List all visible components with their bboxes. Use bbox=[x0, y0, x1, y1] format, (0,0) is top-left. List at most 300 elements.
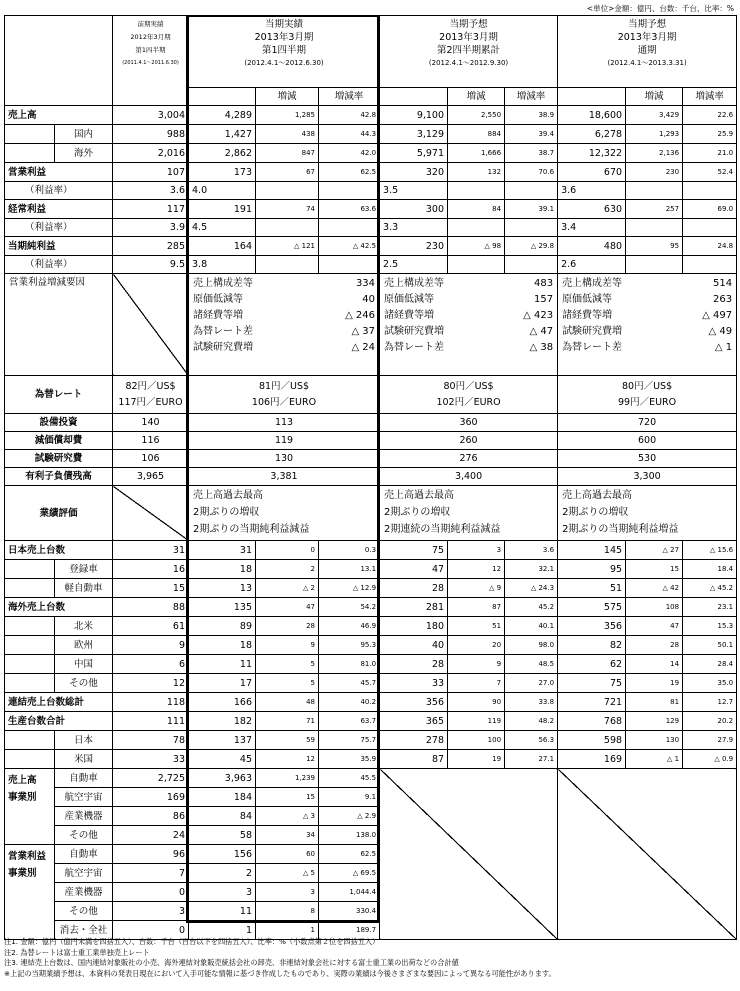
cell-value: 9,100 bbox=[380, 106, 448, 125]
cell-value: 438 bbox=[256, 125, 319, 144]
fx-usd: 80円／US$ bbox=[622, 380, 673, 392]
cell-value bbox=[683, 256, 737, 274]
cell-value: 19 bbox=[448, 750, 505, 769]
table-row bbox=[5, 486, 737, 541]
fx-euro: 117円／EURO bbox=[118, 396, 183, 408]
footnotes bbox=[4, 937, 738, 979]
factor-value: 263 bbox=[713, 294, 733, 305]
segment-name: 航空宇宙 bbox=[55, 788, 113, 807]
factor-value: △ 246 bbox=[345, 310, 376, 321]
cell-value bbox=[505, 219, 558, 237]
cell-value: 34 bbox=[256, 826, 319, 845]
header-full-line-1: 当期予想 bbox=[628, 19, 667, 30]
cell-value: 71 bbox=[256, 712, 319, 731]
cell-value: 156 bbox=[189, 845, 256, 864]
factor-name: 売上構成差等 bbox=[562, 278, 623, 289]
fx-usd: 81円／US$ bbox=[258, 380, 310, 392]
table-row bbox=[5, 750, 737, 769]
cell-value: 2,016 bbox=[113, 144, 189, 163]
cell-value: 24.8 bbox=[683, 237, 737, 256]
cell-value: 356 bbox=[558, 617, 626, 636]
cell-value: 87 bbox=[448, 598, 505, 617]
cell-value: 81 bbox=[626, 693, 683, 712]
table-row bbox=[5, 219, 737, 237]
segment-name: 産業機器 bbox=[55, 807, 113, 826]
cell-value: 5 bbox=[256, 655, 319, 674]
cell-value: 28 bbox=[380, 655, 448, 674]
row-sublabel: 軽自動車 bbox=[55, 579, 113, 598]
misc-prev: 140 bbox=[113, 414, 189, 432]
cell-value: 17 bbox=[189, 674, 256, 693]
cell-value: 46.9 bbox=[319, 617, 380, 636]
factor-name: 諸経費等増 bbox=[193, 310, 243, 321]
cell-value: 61 bbox=[113, 617, 189, 636]
cell-value: 45.7 bbox=[319, 674, 380, 693]
row-label: 当期純利益 bbox=[5, 237, 113, 256]
seg_sales-label-2: 事業別 bbox=[8, 792, 37, 803]
seg_op-label-2: 事業別 bbox=[8, 868, 37, 879]
cell-value: △ 45.2 bbox=[683, 579, 737, 598]
cell-value: 96 bbox=[113, 845, 189, 864]
cell-value: 48.2 bbox=[505, 712, 558, 731]
cell-value: 28 bbox=[626, 636, 683, 655]
cell-value: △ 69.5 bbox=[319, 864, 380, 883]
cell-value: 598 bbox=[558, 731, 626, 750]
eval-full bbox=[558, 486, 737, 541]
seg_sales-label-1: 売上高 bbox=[8, 775, 37, 786]
header-actual bbox=[189, 16, 380, 88]
cell-value: △ 3 bbox=[256, 807, 319, 826]
cell-value: 45.5 bbox=[319, 769, 380, 788]
factor-value: 514 bbox=[713, 278, 733, 289]
row-indent bbox=[5, 144, 55, 163]
table-row bbox=[5, 769, 737, 788]
cell-value: 7 bbox=[448, 674, 505, 693]
cell-value: 52.4 bbox=[683, 163, 737, 182]
header-prev-line-1: 前期実績 bbox=[137, 20, 164, 28]
row-label: （利益率） bbox=[5, 219, 113, 237]
header-full-line-4: (2012.4.1～2013.3.31) bbox=[607, 59, 687, 67]
cell-value bbox=[256, 256, 319, 274]
cell-value: △ 2 bbox=[256, 579, 319, 598]
row-indent bbox=[5, 731, 55, 750]
cell-value: 135 bbox=[189, 598, 256, 617]
cell-value: 86 bbox=[113, 807, 189, 826]
misc-prev: 106 bbox=[113, 450, 189, 468]
factor-name: 試験研究費増 bbox=[193, 342, 253, 353]
header-actual-line-4: (2012.4.1～2012.6.30) bbox=[244, 59, 324, 67]
eval-line: 売上高過去最高 bbox=[384, 490, 455, 501]
cell-value: 28 bbox=[380, 579, 448, 598]
factor-name: 為替レート差 bbox=[193, 326, 253, 337]
table-row bbox=[5, 125, 737, 144]
cell-value: 67 bbox=[256, 163, 319, 182]
factors-label: 営業利益増減要因 bbox=[5, 274, 113, 376]
header-full-rate: 増減率 bbox=[683, 88, 737, 106]
cell-value: 59 bbox=[256, 731, 319, 750]
corner-cell bbox=[5, 16, 113, 106]
cell-value: 40.2 bbox=[319, 693, 380, 712]
misc-h1: 360 bbox=[380, 414, 558, 432]
factors-h1 bbox=[380, 274, 558, 376]
cell-value: 6,278 bbox=[558, 125, 626, 144]
cell-value: 12 bbox=[113, 674, 189, 693]
table-row bbox=[5, 712, 737, 731]
segment-h1-empty bbox=[380, 769, 558, 940]
cell-value: 33 bbox=[380, 674, 448, 693]
cell-value: 74 bbox=[256, 200, 319, 219]
row-sublabel: その他 bbox=[55, 674, 113, 693]
cell-value: 84 bbox=[448, 200, 505, 219]
cell-value: 130 bbox=[626, 731, 683, 750]
factor-name: 原価低減等 bbox=[193, 294, 243, 305]
misc-label: 有利子負債残高 bbox=[5, 468, 113, 486]
header-h1-line-4: (2012.4.1～2012.9.30) bbox=[428, 59, 509, 67]
cell-value: 1,044.4 bbox=[319, 883, 380, 902]
row-indent bbox=[5, 674, 55, 693]
misc-h1: 3,400 bbox=[380, 468, 558, 486]
factor-name: 試験研究費増 bbox=[384, 326, 445, 337]
eval-line: 2期ぶりの当期純利益減益 bbox=[193, 524, 310, 535]
header-full-change: 増減 bbox=[626, 88, 683, 106]
cell-value: 3.6 bbox=[505, 541, 558, 560]
factor-value: △ 24 bbox=[351, 342, 376, 353]
cell-value: △ 12.9 bbox=[319, 579, 380, 598]
cell-value: 31 bbox=[113, 541, 189, 560]
header-actual-rate: 増減率 bbox=[319, 88, 380, 106]
cell-value: 3.8 bbox=[189, 256, 256, 274]
cell-value: 145 bbox=[558, 541, 626, 560]
factor-value: △ 497 bbox=[702, 310, 733, 321]
header-prev bbox=[113, 16, 189, 106]
misc-label: 設備投資 bbox=[5, 414, 113, 432]
misc-label: 試験研究費 bbox=[5, 450, 113, 468]
row-label: （利益率） bbox=[5, 256, 113, 274]
cell-value: 75 bbox=[558, 674, 626, 693]
header-actual-value bbox=[189, 88, 256, 106]
eval-line: 2期連続の当期純利益減益 bbox=[384, 524, 501, 535]
cell-value: 22.6 bbox=[683, 106, 737, 125]
cell-value: 480 bbox=[558, 237, 626, 256]
cell-value: 3 bbox=[189, 883, 256, 902]
cell-value: 111 bbox=[113, 712, 189, 731]
cell-value: 38.7 bbox=[505, 144, 558, 163]
cell-value: 2.6 bbox=[558, 256, 626, 274]
eval-line: 売上高過去最高 bbox=[193, 490, 263, 501]
header-prev-line-3: 第1四半期 bbox=[135, 46, 166, 54]
eval-h1 bbox=[380, 486, 558, 541]
cell-value: 281 bbox=[380, 598, 448, 617]
cell-value: 184 bbox=[189, 788, 256, 807]
cell-value: 87 bbox=[380, 750, 448, 769]
cell-value: 69.0 bbox=[683, 200, 737, 219]
eval-line: 2期ぶりの増収 bbox=[384, 507, 451, 518]
cell-value: 166 bbox=[189, 693, 256, 712]
note-2: 注2. 為替レートは富士重工業単独売上レート bbox=[4, 947, 150, 957]
table-row bbox=[5, 144, 737, 163]
cell-value: 768 bbox=[558, 712, 626, 731]
cell-value: 884 bbox=[448, 125, 505, 144]
row-indent bbox=[5, 560, 55, 579]
header-actual-change: 増減 bbox=[256, 88, 319, 106]
cell-value: 1,239 bbox=[256, 769, 319, 788]
cell-value: 51 bbox=[558, 579, 626, 598]
cell-value bbox=[448, 182, 505, 200]
factor-value: 40 bbox=[362, 294, 376, 305]
factor-name: 諸経費等増 bbox=[384, 310, 435, 321]
header-h1-change: 増減 bbox=[448, 88, 505, 106]
cell-value: 32.1 bbox=[505, 560, 558, 579]
cell-value: △ 0.9 bbox=[683, 750, 737, 769]
cell-value: 27.0 bbox=[505, 674, 558, 693]
header-h1-rate: 増減率 bbox=[505, 88, 558, 106]
cell-value: 12,322 bbox=[558, 144, 626, 163]
seg_op-label bbox=[5, 845, 55, 940]
cell-value: 5 bbox=[256, 674, 319, 693]
cell-value: 132 bbox=[448, 163, 505, 182]
cell-value: 164 bbox=[189, 237, 256, 256]
cell-value: 89 bbox=[189, 617, 256, 636]
cell-value: 56.3 bbox=[505, 731, 558, 750]
cell-value: 21.0 bbox=[683, 144, 737, 163]
cell-value: 75.7 bbox=[319, 731, 380, 750]
factors-prev-empty bbox=[113, 274, 189, 376]
cell-value: 3.6 bbox=[113, 182, 189, 200]
cell-value: 20.2 bbox=[683, 712, 737, 731]
cell-value: 33 bbox=[113, 750, 189, 769]
eval-line: 2期ぶりの増収 bbox=[562, 507, 629, 518]
row-label: 生産台数合計 bbox=[5, 712, 113, 731]
cell-value: 108 bbox=[626, 598, 683, 617]
cell-value: 39.4 bbox=[505, 125, 558, 144]
cell-value: 98.0 bbox=[505, 636, 558, 655]
cell-value: △ 5 bbox=[256, 864, 319, 883]
header-full-line-2: 2013年3月期 bbox=[617, 32, 677, 43]
row-sublabel: 国内 bbox=[55, 125, 113, 144]
cell-value: 119 bbox=[448, 712, 505, 731]
cell-value: 27.9 bbox=[683, 731, 737, 750]
row-sublabel: 北米 bbox=[55, 617, 113, 636]
misc-full: 720 bbox=[558, 414, 737, 432]
cell-value: 1 bbox=[189, 921, 256, 940]
table-row bbox=[5, 655, 737, 674]
cell-value: 9.5 bbox=[113, 256, 189, 274]
header-full bbox=[558, 16, 737, 88]
cell-value: 19 bbox=[626, 674, 683, 693]
fx-actual bbox=[189, 376, 380, 414]
cell-value: 13.1 bbox=[319, 560, 380, 579]
cell-value: 1,285 bbox=[256, 106, 319, 125]
eval-actual bbox=[189, 486, 380, 541]
cell-value: 95 bbox=[626, 237, 683, 256]
row-label: 連結売上台数総計 bbox=[5, 693, 113, 712]
cell-value: 63.7 bbox=[319, 712, 380, 731]
cell-value: 28 bbox=[256, 617, 319, 636]
cell-value: 575 bbox=[558, 598, 626, 617]
cell-value: △ 15.6 bbox=[683, 541, 737, 560]
row-sublabel: 海外 bbox=[55, 144, 113, 163]
header-prev-line-2: 2012年3月期 bbox=[130, 33, 171, 41]
cell-value: 13 bbox=[189, 579, 256, 598]
cell-value: 18 bbox=[189, 636, 256, 655]
cell-value: 230 bbox=[626, 163, 683, 182]
header-h1-value bbox=[380, 88, 448, 106]
misc-h1: 260 bbox=[380, 432, 558, 450]
fx-usd: 82円／US$ bbox=[125, 380, 176, 392]
seg_op-label-1: 営業利益 bbox=[8, 851, 47, 862]
cell-value: 356 bbox=[380, 693, 448, 712]
factor-name: 原価低減等 bbox=[384, 294, 435, 305]
row-sublabel: 米国 bbox=[55, 750, 113, 769]
cell-value: 6 bbox=[113, 655, 189, 674]
row-label: 営業利益 bbox=[5, 163, 113, 182]
row-indent bbox=[5, 125, 55, 144]
misc-actual: 119 bbox=[189, 432, 380, 450]
table-row bbox=[5, 182, 737, 200]
factors-actual bbox=[189, 274, 380, 376]
cell-value: 3.5 bbox=[380, 182, 448, 200]
unit-note: <単位>金額：億円、台数：千台、比率：% bbox=[586, 4, 734, 13]
cell-value: 47 bbox=[380, 560, 448, 579]
fx-label: 為替レート bbox=[5, 376, 113, 414]
cell-value: 2,725 bbox=[113, 769, 189, 788]
cell-value bbox=[626, 219, 683, 237]
cell-value: 75 bbox=[380, 541, 448, 560]
factor-name: 売上構成差等 bbox=[384, 278, 445, 289]
cell-value: 35.0 bbox=[683, 674, 737, 693]
cell-value: 62.5 bbox=[319, 163, 380, 182]
header-actual-line-3: 第1四半期 bbox=[261, 45, 307, 56]
cell-value: 0 bbox=[113, 883, 189, 902]
table-row bbox=[5, 693, 737, 712]
cell-value: 180 bbox=[380, 617, 448, 636]
row-label: 海外売上台数 bbox=[5, 598, 113, 617]
factor-name: 原価低減等 bbox=[562, 294, 613, 305]
cell-value: 230 bbox=[380, 237, 448, 256]
fx-prev bbox=[113, 376, 189, 414]
cell-value: 3.4 bbox=[558, 219, 626, 237]
header-h1-line-3: 第2四半期累計 bbox=[437, 45, 501, 56]
cell-value: 169 bbox=[113, 788, 189, 807]
factor-name: 為替レート差 bbox=[562, 342, 623, 353]
cell-value: 257 bbox=[626, 200, 683, 219]
cell-value: 3,129 bbox=[380, 125, 448, 144]
header-prev-line-4: (2011.4.1～2011.6.30) bbox=[122, 60, 179, 66]
cell-value: 62.5 bbox=[319, 845, 380, 864]
cell-value: 47 bbox=[626, 617, 683, 636]
cell-value: 24 bbox=[113, 826, 189, 845]
cell-value: 4.5 bbox=[189, 219, 256, 237]
cell-value: 51 bbox=[448, 617, 505, 636]
factor-value: △ 38 bbox=[529, 342, 554, 353]
cell-value: 18,600 bbox=[558, 106, 626, 125]
row-indent bbox=[5, 750, 55, 769]
misc-label: 減価償却費 bbox=[5, 432, 113, 450]
cell-value: 137 bbox=[189, 731, 256, 750]
cell-value: 70.6 bbox=[505, 163, 558, 182]
row-label: 日本売上台数 bbox=[5, 541, 113, 560]
factor-value: 157 bbox=[533, 294, 554, 305]
cell-value: 118 bbox=[113, 693, 189, 712]
segment-name: その他 bbox=[55, 902, 113, 921]
cell-value: 28.4 bbox=[683, 655, 737, 674]
misc-full: 3,300 bbox=[558, 468, 737, 486]
cell-value: 42.0 bbox=[319, 144, 380, 163]
segment-name: 消去・全社 bbox=[55, 921, 113, 940]
cell-value: 1 bbox=[256, 921, 319, 940]
cell-value: 5,971 bbox=[380, 144, 448, 163]
cell-value: 169 bbox=[558, 750, 626, 769]
cell-value: △ 9 bbox=[448, 579, 505, 598]
fx-euro: 106円／EURO bbox=[251, 396, 317, 408]
factor-value: 334 bbox=[355, 278, 376, 289]
cell-value: △ 29.8 bbox=[505, 237, 558, 256]
misc-full: 600 bbox=[558, 432, 737, 450]
cell-value: 3 bbox=[256, 883, 319, 902]
cell-value: 988 bbox=[113, 125, 189, 144]
cell-value: 1,666 bbox=[448, 144, 505, 163]
cell-value: 670 bbox=[558, 163, 626, 182]
table-row bbox=[5, 16, 737, 88]
cell-value: △ 121 bbox=[256, 237, 319, 256]
header-full-line-3: 通期 bbox=[637, 45, 657, 56]
cell-value: 0 bbox=[113, 921, 189, 940]
row-indent bbox=[5, 655, 55, 674]
cell-value: 4,289 bbox=[189, 106, 256, 125]
factor-value: △ 1 bbox=[714, 342, 733, 353]
table-row bbox=[5, 256, 737, 274]
cell-value: 12 bbox=[256, 750, 319, 769]
factor-value: △ 37 bbox=[351, 326, 376, 337]
cell-value: △ 1 bbox=[626, 750, 683, 769]
cell-value: △ 42.5 bbox=[319, 237, 380, 256]
fx-usd: 80円／US$ bbox=[443, 380, 494, 392]
cell-value: 2,550 bbox=[448, 106, 505, 125]
factor-name: 試験研究費増 bbox=[562, 326, 623, 337]
cell-value: 9 bbox=[256, 636, 319, 655]
factor-value: △ 49 bbox=[708, 326, 733, 337]
cell-value: 33.8 bbox=[505, 693, 558, 712]
segment-name: 自動車 bbox=[55, 845, 113, 864]
fx-h1 bbox=[380, 376, 558, 414]
cell-value bbox=[505, 182, 558, 200]
misc-actual: 113 bbox=[189, 414, 380, 432]
misc-actual: 130 bbox=[189, 450, 380, 468]
row-sublabel: 登録車 bbox=[55, 560, 113, 579]
note-1: 注1. 金額：億円（億円未満を四捨五入）、台数：千台（百台以下を四捨五入）、比率：%（小数点第２位を四捨五入） bbox=[4, 937, 380, 946]
table-row bbox=[5, 200, 737, 219]
cell-value: 4.0 bbox=[189, 182, 256, 200]
cell-value: 60 bbox=[256, 845, 319, 864]
table-row bbox=[5, 560, 737, 579]
header-full-value bbox=[558, 88, 626, 106]
cell-value: 62 bbox=[558, 655, 626, 674]
cell-value: 82 bbox=[558, 636, 626, 655]
cell-value: 38.9 bbox=[505, 106, 558, 125]
cell-value bbox=[256, 219, 319, 237]
cell-value: 39.1 bbox=[505, 200, 558, 219]
cell-value: 45 bbox=[189, 750, 256, 769]
cell-value: 15.3 bbox=[683, 617, 737, 636]
factor-name: 為替レート差 bbox=[384, 342, 445, 353]
header-actual-line-2: 2013年3月期 bbox=[254, 32, 314, 43]
cell-value: 31 bbox=[189, 541, 256, 560]
fx-full bbox=[558, 376, 737, 414]
cell-value: △ 27 bbox=[626, 541, 683, 560]
cell-value: 721 bbox=[558, 693, 626, 712]
cell-value: 0 bbox=[256, 541, 319, 560]
cell-value: 191 bbox=[189, 200, 256, 219]
